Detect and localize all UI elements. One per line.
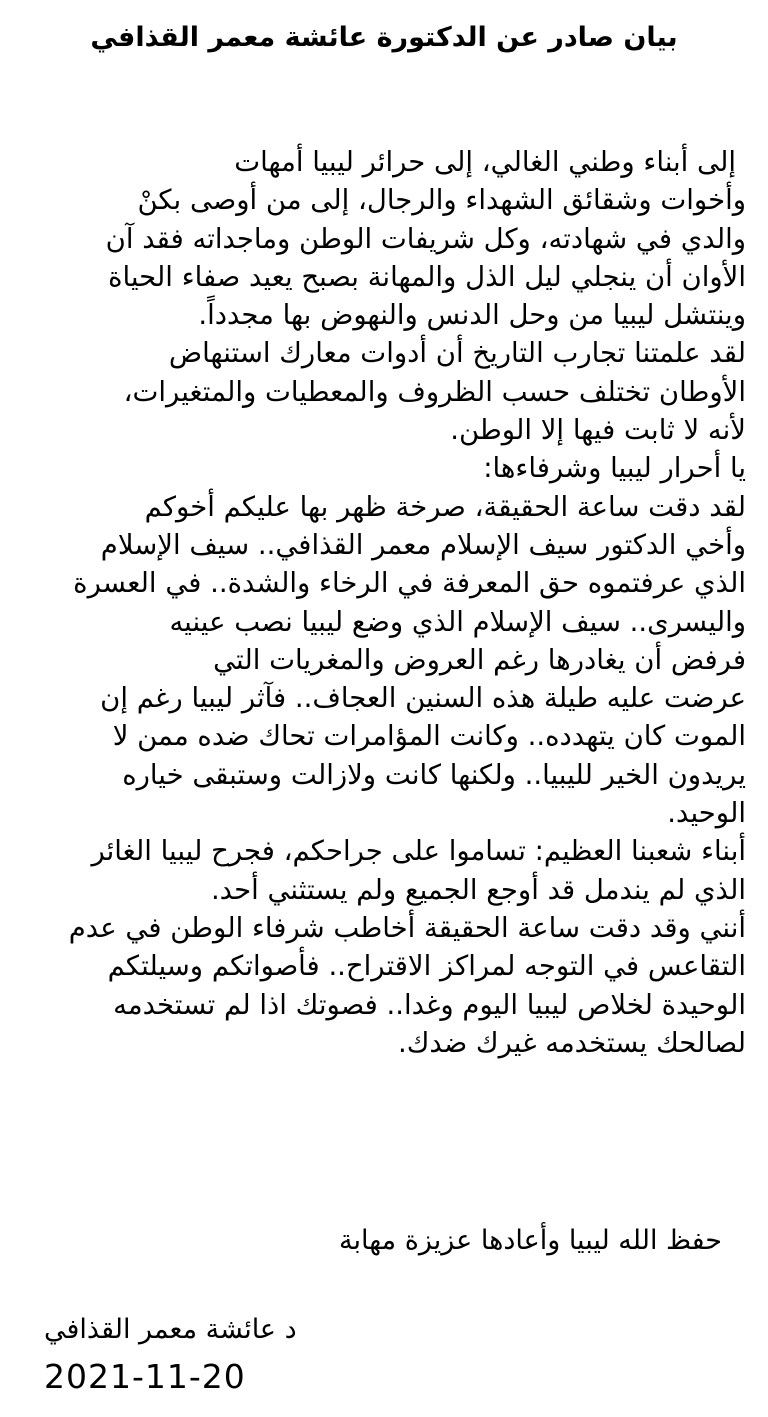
body-line: الوحيد. <box>667 797 746 830</box>
body-line: لصالحك يستخدمه غيرك ضدك. <box>398 1026 746 1059</box>
statement-date: 2021-11-20 <box>44 1357 246 1396</box>
signature: د عائشة معمر القذافي <box>44 1314 297 1345</box>
body-line: وأخوات وشقائق الشهداء والرجال، إلى من أوصى بكنْ <box>137 184 746 217</box>
closing-prayer: حفظ الله ليبيا وأعادها عزيزة مهابة <box>339 1225 722 1256</box>
body-line: والدي في شهادته، وكل شريفات الوطن وماجداته فقد آن <box>105 222 746 255</box>
body-line: وينتشل ليبيا من وحل الدنس والنهوض بها مجدداً. <box>198 299 746 332</box>
body-line: أبناء شعبنا العظيم: تساموا على جراحكم، فجرح ليبيا الغائر <box>91 835 746 868</box>
body-line: واليسرى.. سيف الإسلام الذي وضع ليبيا نصب عينيه <box>169 605 746 638</box>
body-line: يريدون الخير لليبيا.. ولكنها كانت ولازالت وستبقى خياره <box>122 758 746 791</box>
body-line: وأخي الدكتور سيف الإسلام معمر القذافي.. سيف الإسلام <box>100 528 746 561</box>
body-line: التقاعس في التوجه لمراكز الاقتراح.. فأصواتكم وسيلتكم <box>107 950 746 983</box>
body-line: يا أحرار ليبيا وشرفاءها: <box>483 452 746 485</box>
body-line: لأنه لا ثابت فيها إلا الوطن. <box>450 414 746 447</box>
body-line: الموت كان يتهدده.. وكانت المؤامرات تحاك ضده ممن لا <box>112 720 746 753</box>
body-line: الأوان أن ينجلي ليل الذل والمهانة بصبح يعيد صفاء الحياة <box>108 260 746 293</box>
statement-title: بيان صادر عن الدكتورة عائشة معمر القذافي <box>90 22 678 53</box>
body-line: أنني وقد دقت ساعة الحقيقة أخاطب شرفاء الوطن في عدم <box>68 911 746 944</box>
body-line: الوحيدة لخلاص ليبيا اليوم وغدا.. فصوتك اذا لم تستخدمه <box>113 988 746 1021</box>
body-line: الذي لم يندمل قد أوجع الجميع ولم يستثني أحد. <box>210 873 746 906</box>
body-line: الذي عرفتموه حق المعرفة في الرخاء والشدة.. في العسرة <box>73 567 746 600</box>
body-line: لقد علمتنا تجارب التاريخ أن أدوات معارك استنهاض <box>168 337 746 370</box>
statement-body <box>16 143 746 1062</box>
body-line: لقد دقت ساعة الحقيقة، صرخة ظهر بها عليكم أخوكم <box>144 490 746 523</box>
body-line: الأوطان تختلف حسب الظروف والمعطيات والمتغيرات، <box>123 375 746 408</box>
body-line: إلى أبناء وطني الغالي، إلى حرائر ليبيا أمهات <box>234 146 736 178</box>
body-line: عرضت عليه طيلة هذه السنين العجاف.. فآثر ليبيا رغم إن <box>100 682 746 715</box>
body-line: فرفض أن يغادرها رغم العروض والمغريات التي <box>213 643 746 676</box>
